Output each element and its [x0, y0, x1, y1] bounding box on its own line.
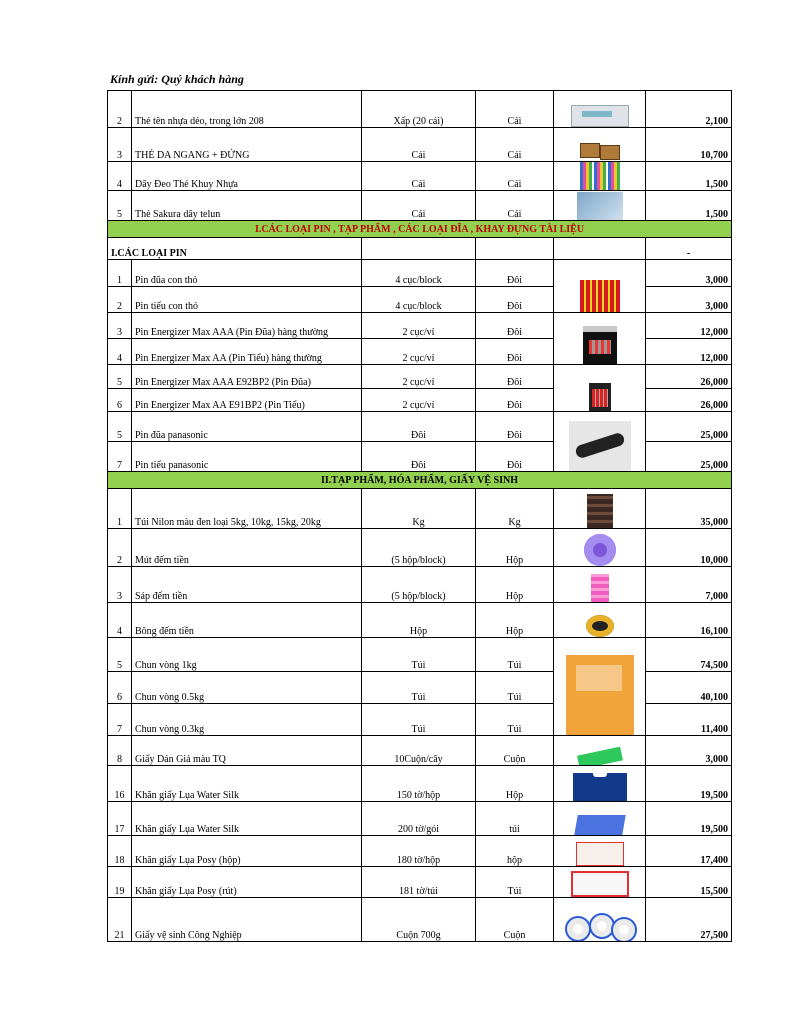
posy-box-icon — [576, 842, 624, 866]
row-unit: hộp — [476, 836, 554, 867]
subheading-title: I.CÁC LOẠI PIN — [108, 238, 362, 260]
row-name: Khăn giấy Lụa Water Silk — [132, 802, 362, 836]
row-stt: 4 — [108, 603, 132, 638]
row-price: 74,500 — [646, 638, 732, 672]
row-stt: 3 — [108, 313, 132, 339]
row-spec: Cái — [362, 128, 476, 162]
row-spec: 4 cục/block — [362, 287, 476, 313]
section-title: II.TẠP PHẨM, HÓA PHẨM, GIẤY VỆ SINH — [108, 472, 732, 489]
section-header-row — [108, 221, 732, 238]
row-unit: Hộp — [476, 567, 554, 603]
row-spec: 2 cục/vỉ — [362, 389, 476, 412]
row-unit: Hộp — [476, 603, 554, 638]
row-name: Pin Energizer Max AA E91BP2 (Pin Tiểu) — [132, 389, 362, 412]
row-stt: 7 — [108, 442, 132, 472]
energizer-battery-icon — [589, 383, 611, 411]
row-name: Pin tiểu panasonic — [132, 442, 362, 472]
row-unit: Đôi — [476, 260, 554, 287]
table-row — [108, 638, 732, 672]
row-name: Pin Energizer Max AAA (Pin Đũa) hàng thường — [132, 313, 362, 339]
row-spec: Xấp (20 cái) — [362, 91, 476, 128]
row-name: Chun vòng 0.5kg — [132, 672, 362, 704]
counting-wax-icon — [591, 574, 609, 602]
row-spec: 150 tờ/hộp — [362, 766, 476, 802]
row-stt: 19 — [108, 867, 132, 898]
row-price: 40,100 — [646, 672, 732, 704]
row-spec: Cái — [362, 191, 476, 221]
row-name: Chun vòng 0.3kg — [132, 704, 362, 736]
row-unit: Cuộn — [476, 736, 554, 766]
row-stt: 5 — [108, 412, 132, 442]
table-row — [108, 898, 732, 942]
table-row — [108, 162, 732, 191]
row-unit: Đôi — [476, 412, 554, 442]
row-unit: Đôi — [476, 339, 554, 365]
row-name: Chun vòng 1kg — [132, 638, 362, 672]
row-price: 26,000 — [646, 389, 732, 412]
row-spec: Cuộn 700g — [362, 898, 476, 942]
row-price: 25,000 — [646, 442, 732, 472]
table-row — [108, 867, 732, 898]
row-stt: 2 — [108, 91, 132, 128]
table-row — [108, 191, 732, 221]
row-spec: 2 cục/vỉ — [362, 339, 476, 365]
row-price: 2,100 — [646, 91, 732, 128]
row-name: Dây Đeo Thẻ Khuy Nhựa — [132, 162, 362, 191]
greeting: Kính gửi: Quý khách hàng — [110, 72, 244, 86]
row-stt: 17 — [108, 802, 132, 836]
row-stt: 7 — [108, 704, 132, 736]
row-price: 12,000 — [646, 313, 732, 339]
row-price: 25,000 — [646, 412, 732, 442]
row-name: Mút đếm tiền — [132, 529, 362, 567]
row-stt: 6 — [108, 389, 132, 412]
row-unit: Túi — [476, 867, 554, 898]
row-name: Túi Nilon màu đen loại 5kg, 10kg, 15kg, 20kg — [132, 489, 362, 529]
row-spec: Túi — [362, 704, 476, 736]
row-stt: 5 — [108, 365, 132, 389]
row-stt: 3 — [108, 567, 132, 603]
row-spec: Cái — [362, 162, 476, 191]
table-row — [108, 128, 732, 162]
row-price: 12,000 — [646, 339, 732, 365]
row-stt: 6 — [108, 672, 132, 704]
table-row — [108, 802, 732, 836]
row-price: 1,500 — [646, 162, 732, 191]
tissue-pack-icon — [574, 815, 626, 835]
row-name: Bông đếm tiền — [132, 603, 362, 638]
row-stt: 16 — [108, 766, 132, 802]
table-row — [108, 365, 732, 389]
row-spec: 2 cục/vỉ — [362, 313, 476, 339]
row-price: 11,400 — [646, 704, 732, 736]
row-price: 3,000 — [646, 736, 732, 766]
row-price: 3,000 — [646, 287, 732, 313]
row-spec: Túi — [362, 672, 476, 704]
row-stt: 1 — [108, 489, 132, 529]
lanyard-icon — [580, 162, 620, 190]
row-name: Sáp đếm tiền — [132, 567, 362, 603]
row-price: 17,400 — [646, 836, 732, 867]
row-spec: 180 tờ/hộp — [362, 836, 476, 867]
row-stt: 2 — [108, 529, 132, 567]
row-stt: 1 — [108, 260, 132, 287]
row-unit: Hộp — [476, 766, 554, 802]
table-row — [108, 489, 732, 529]
row-price: 16,100 — [646, 603, 732, 638]
table-row — [108, 603, 732, 638]
row-price: 1,500 — [646, 191, 732, 221]
nylon-bag-icon — [587, 494, 613, 528]
section-title: I.CÁC LOẠI PIN , TẠP PHẨM , CÁC LOẠI ĐĨA , KHAY ĐỰNG TÀI LIỆU — [108, 221, 732, 238]
plastic-name-card-icon — [571, 105, 629, 127]
section-header-row — [108, 472, 732, 489]
row-spec: 2 cục/vỉ — [362, 365, 476, 389]
row-unit: túi — [476, 802, 554, 836]
row-spec: Đôi — [362, 412, 476, 442]
table-row — [108, 412, 732, 442]
row-price: 15,500 — [646, 867, 732, 898]
row-name: Thẻ Sakura dây telun — [132, 191, 362, 221]
row-unit: Cái — [476, 191, 554, 221]
row-price: 10,000 — [646, 529, 732, 567]
table-row — [108, 313, 732, 339]
row-spec: 10Cuộn/cây — [362, 736, 476, 766]
row-price: 3,000 — [646, 260, 732, 287]
row-spec: 4 cục/block — [362, 260, 476, 287]
row-stt: 18 — [108, 836, 132, 867]
row-spec: 200 tờ/gói — [362, 802, 476, 836]
price-label-icon — [577, 747, 623, 766]
toilet-roll-icon — [565, 913, 635, 941]
row-spec: Kg — [362, 489, 476, 529]
table-row — [108, 736, 732, 766]
row-stt: 21 — [108, 898, 132, 942]
rubber-band-bag-icon — [566, 655, 634, 735]
row-spec: (5 hộp/block) — [362, 567, 476, 603]
row-price: 19,500 — [646, 802, 732, 836]
row-name: Pin Energizer Max AAA E92BP2 (Pin Đũa) — [132, 365, 362, 389]
row-name: THẺ DA NGANG + ĐỨNG — [132, 128, 362, 162]
price-table — [107, 90, 732, 942]
row-price: 26,000 — [646, 365, 732, 389]
row-stt: 4 — [108, 162, 132, 191]
row-name: Khăn giấy Lụa Water Silk — [132, 766, 362, 802]
row-unit: Túi — [476, 672, 554, 704]
row-unit: Đôi — [476, 389, 554, 412]
row-unit: Kg — [476, 489, 554, 529]
leather-card-icon — [580, 139, 620, 161]
counting-sponge-icon — [584, 534, 616, 566]
row-stt: 5 — [108, 191, 132, 221]
row-spec: Túi — [362, 638, 476, 672]
sakura-card-icon — [577, 192, 623, 220]
table-row — [108, 91, 732, 128]
row-price: 7,000 — [646, 567, 732, 603]
row-unit: Cuộn — [476, 898, 554, 942]
table-row — [108, 529, 732, 567]
table-row — [108, 836, 732, 867]
row-stt: 2 — [108, 287, 132, 313]
row-spec: Đôi — [362, 442, 476, 472]
row-name: Pin đũa con thỏ — [132, 260, 362, 287]
row-price: 27,500 — [646, 898, 732, 942]
table-row — [108, 567, 732, 603]
row-unit: Đôi — [476, 365, 554, 389]
row-unit: Hộp — [476, 529, 554, 567]
row-unit: Đôi — [476, 313, 554, 339]
rabbit-battery-icon — [580, 280, 620, 312]
row-name: Pin tiểu con thỏ — [132, 287, 362, 313]
row-price: 10,700 — [646, 128, 732, 162]
counting-cotton-icon — [586, 615, 614, 637]
tissue-box-icon — [573, 773, 627, 801]
panasonic-battery-icon — [569, 421, 631, 471]
subheading-row — [108, 238, 732, 260]
row-stt: 8 — [108, 736, 132, 766]
row-stt: 3 — [108, 128, 132, 162]
table-row — [108, 766, 732, 802]
row-spec: 181 tờ/túi — [362, 867, 476, 898]
row-stt: 5 — [108, 638, 132, 672]
row-name: Giấy Dán Giá màu TQ — [132, 736, 362, 766]
row-unit: Đôi — [476, 287, 554, 313]
row-name: Thẻ tên nhựa dẻo, trong lớn 208 — [132, 91, 362, 128]
table-row — [108, 260, 732, 287]
row-stt: 4 — [108, 339, 132, 365]
row-name: Khăn giấy Lụa Posy (hộp) — [132, 836, 362, 867]
row-name: Pin Energizer Max AA (Pin Tiểu) hàng thường — [132, 339, 362, 365]
row-name: Pin đũa panasonic — [132, 412, 362, 442]
row-unit: Cái — [476, 91, 554, 128]
row-spec: (5 hộp/block) — [362, 529, 476, 567]
row-unit: Cái — [476, 162, 554, 191]
row-name: Giấy vệ sinh Công Nghiệp — [132, 898, 362, 942]
row-unit: Cái — [476, 128, 554, 162]
energizer-battery-icon — [583, 326, 617, 364]
row-price: 35,000 — [646, 489, 732, 529]
row-unit: Đôi — [476, 442, 554, 472]
row-price: 19,500 — [646, 766, 732, 802]
row-name: Khăn giấy Lụa Posy (rút) — [132, 867, 362, 898]
row-unit: Túi — [476, 638, 554, 672]
subheading-price: - — [646, 238, 732, 260]
row-spec: Hộp — [362, 603, 476, 638]
posy-pack-icon — [571, 871, 629, 897]
row-unit: Túi — [476, 704, 554, 736]
